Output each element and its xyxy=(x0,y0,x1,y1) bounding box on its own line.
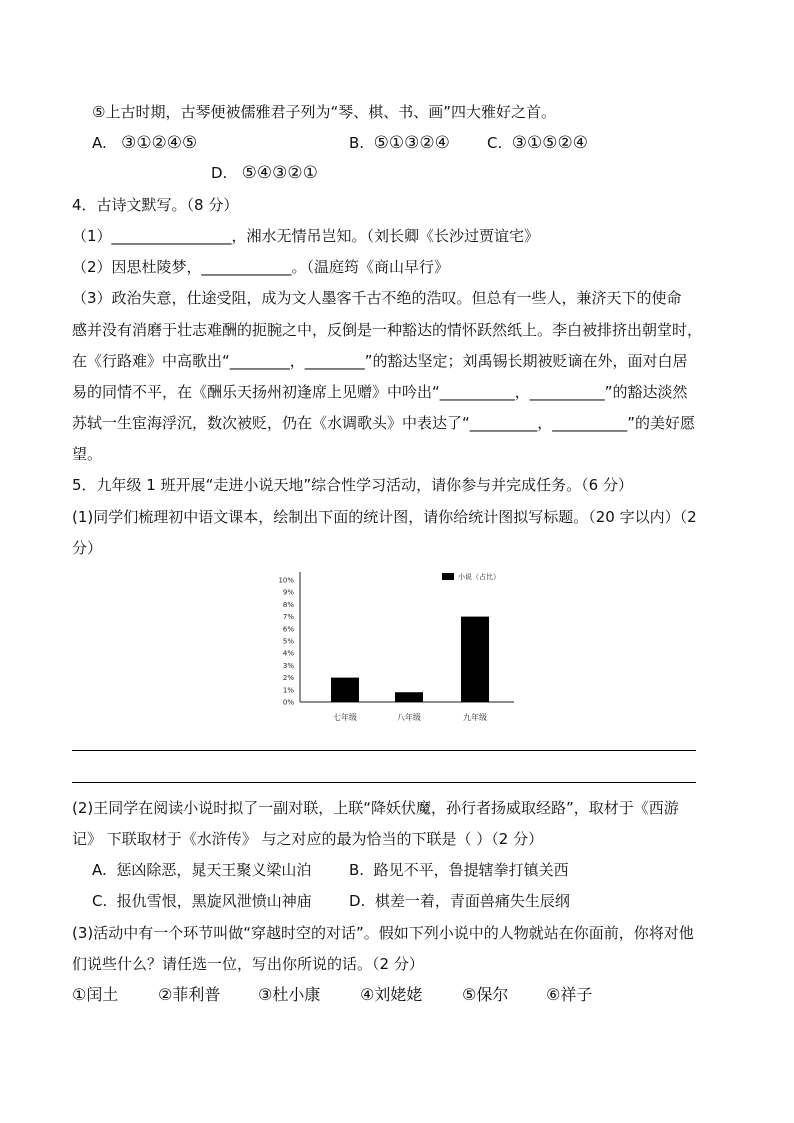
option-text: ⑤①③②④ xyxy=(373,133,450,153)
q3-option-d[interactable] xyxy=(211,163,318,183)
option-label: A. xyxy=(92,861,107,879)
q4-part-3-line: （3）政治失意，仕途受阻，成为文人墨客千古不绝的浩叹。但总有一些人，兼济天下的使命 xyxy=(72,289,682,307)
y-tick-label: 7% xyxy=(282,613,294,622)
option-text: 报仇雪恨，黑旋风泄愤山神庙 xyxy=(116,892,312,910)
option-label: D. xyxy=(349,892,366,910)
q3-option-a[interactable] xyxy=(92,133,197,153)
character-item[interactable]: ①闰土 xyxy=(72,985,119,1004)
answer-line-1[interactable] xyxy=(72,750,696,751)
q3-item-5: ⑤上古时期，古琴便被儒雅君子列为“琴、棋、书、画”四大雅好之首。 xyxy=(92,103,556,121)
y-tick-label: 3% xyxy=(282,661,294,670)
q5-sub3-line: (3)活动中有一个环节叫做“穿越时空的对话”。假如下列小说中的人物就站在你面前，你将对他 xyxy=(72,924,694,942)
statistics-bar-chart xyxy=(270,566,530,730)
character-item[interactable]: ⑥祥子 xyxy=(546,985,593,1004)
legend xyxy=(442,572,500,581)
y-tick-labels xyxy=(278,577,294,707)
q4-part-1: （1）________________，湘水无情吊岂知。（刘长卿《长沙过贾谊宅》 xyxy=(72,227,540,245)
q5-sub2-option-c[interactable] xyxy=(92,891,312,911)
x-tick-label: 八年级 xyxy=(397,713,421,722)
answer-line-2[interactable] xyxy=(72,782,696,783)
y-tick-label: 5% xyxy=(282,637,294,646)
y-tick-label: 0% xyxy=(282,698,294,707)
y-tick-label: 9% xyxy=(282,588,294,597)
q4-title: 4．古诗文默写。（8 分） xyxy=(72,196,239,214)
q4-part-3-line: 望。 xyxy=(72,445,103,463)
q5-sub2-option-d[interactable] xyxy=(349,891,570,911)
bars xyxy=(331,617,489,702)
q4-part-3-line: 苏轼一生宦海浮沉，数次被贬，仍在《水调歌头》中表达了“_________，__________”的美好愿 xyxy=(72,414,696,432)
y-tick-label: 4% xyxy=(282,649,294,658)
option-label: D. xyxy=(211,164,228,182)
option-text: 惩凶除恶，晁天王聚义梁山泊 xyxy=(116,861,312,879)
q4-part-3-line: 在《行路难》中高歌出“________，________”的豁达坚定；刘禹锡长期被贬谪在外，面对白居 xyxy=(72,352,688,370)
option-label: C. xyxy=(92,892,108,910)
y-tick-label: 8% xyxy=(282,600,294,609)
character-item[interactable]: ②菲利普 xyxy=(158,985,221,1004)
y-tick-label: 6% xyxy=(282,625,294,634)
option-text: 路见不平，鲁提辖拳打镇关西 xyxy=(373,861,569,879)
q4-part-3-line: 易的同情不平，在《酬乐天扬州初逢席上见赠》中吟出“__________，__________”的豁达淡然 xyxy=(72,383,688,401)
y-tick-label: 1% xyxy=(282,686,294,695)
q5-sub3-line: 们说些什么？请任选一位，写出你所说的话。（2 分） xyxy=(72,955,424,973)
q5-sub1-line: 分） xyxy=(72,539,103,557)
q5-sub2-line: 记》 下联取材于《水浒传》 与之对应的最为恰当的下联是（ ）（2 分） xyxy=(72,830,544,848)
option-text: ⑤④③②① xyxy=(241,163,318,183)
character-item[interactable]: ⑤保尔 xyxy=(462,985,509,1004)
option-label: B. xyxy=(349,134,365,152)
character-item[interactable]: ④刘姥姥 xyxy=(360,985,423,1004)
q5-title: 5．九年级 1 班开展“走进小说天地”综合性学习活动，请你参与并完成任务。（6 分） xyxy=(72,476,633,494)
legend-swatch xyxy=(442,573,454,580)
q4-part-2: （2）因思杜陵梦，____________。（温庭筠《商山早行》 xyxy=(72,258,450,276)
q5-sub1-line: (1)同学们梳理初中语文课本，绘制出下面的统计图，请你给统计图拟写标题。（20 字以内）（2 xyxy=(72,508,697,526)
option-text: 棋差一着，青面兽痛失生辰纲 xyxy=(374,892,570,910)
x-tick-label: 七年级 xyxy=(333,713,357,722)
q5-sub2-option-b[interactable] xyxy=(349,860,569,880)
q5-sub2-line: (2)王同学在阅读小说时拟了一副对联，上联“降妖伏魔，孙行者扬威取经路”，取材于《西游 xyxy=(72,799,679,817)
q4-part-3-line: 感并没有消磨于壮志难酬的扼腕之中，反倒是一种豁达的情怀跃然纸上。李白被排挤出朝堂时， xyxy=(72,321,703,339)
x-tick-labels xyxy=(333,712,487,722)
y-tick-label: 2% xyxy=(282,674,294,683)
character-item[interactable]: ③杜小康 xyxy=(258,985,321,1004)
y-tick-label: 10% xyxy=(278,576,294,585)
option-text: ③①⑤②④ xyxy=(511,133,588,153)
q5-sub2-option-a[interactable] xyxy=(92,860,311,880)
bar xyxy=(461,617,489,702)
bar xyxy=(331,678,359,702)
option-label: B. xyxy=(349,861,365,879)
option-text: ③①②④⑤ xyxy=(121,133,198,153)
option-label: C. xyxy=(487,134,503,152)
bar xyxy=(395,692,423,702)
option-label: A. xyxy=(92,134,107,152)
legend-label: 小说（占比） xyxy=(458,573,500,581)
x-tick-label: 九年级 xyxy=(463,713,487,722)
q3-option-b[interactable] xyxy=(349,133,450,153)
q3-option-c[interactable] xyxy=(487,133,588,153)
